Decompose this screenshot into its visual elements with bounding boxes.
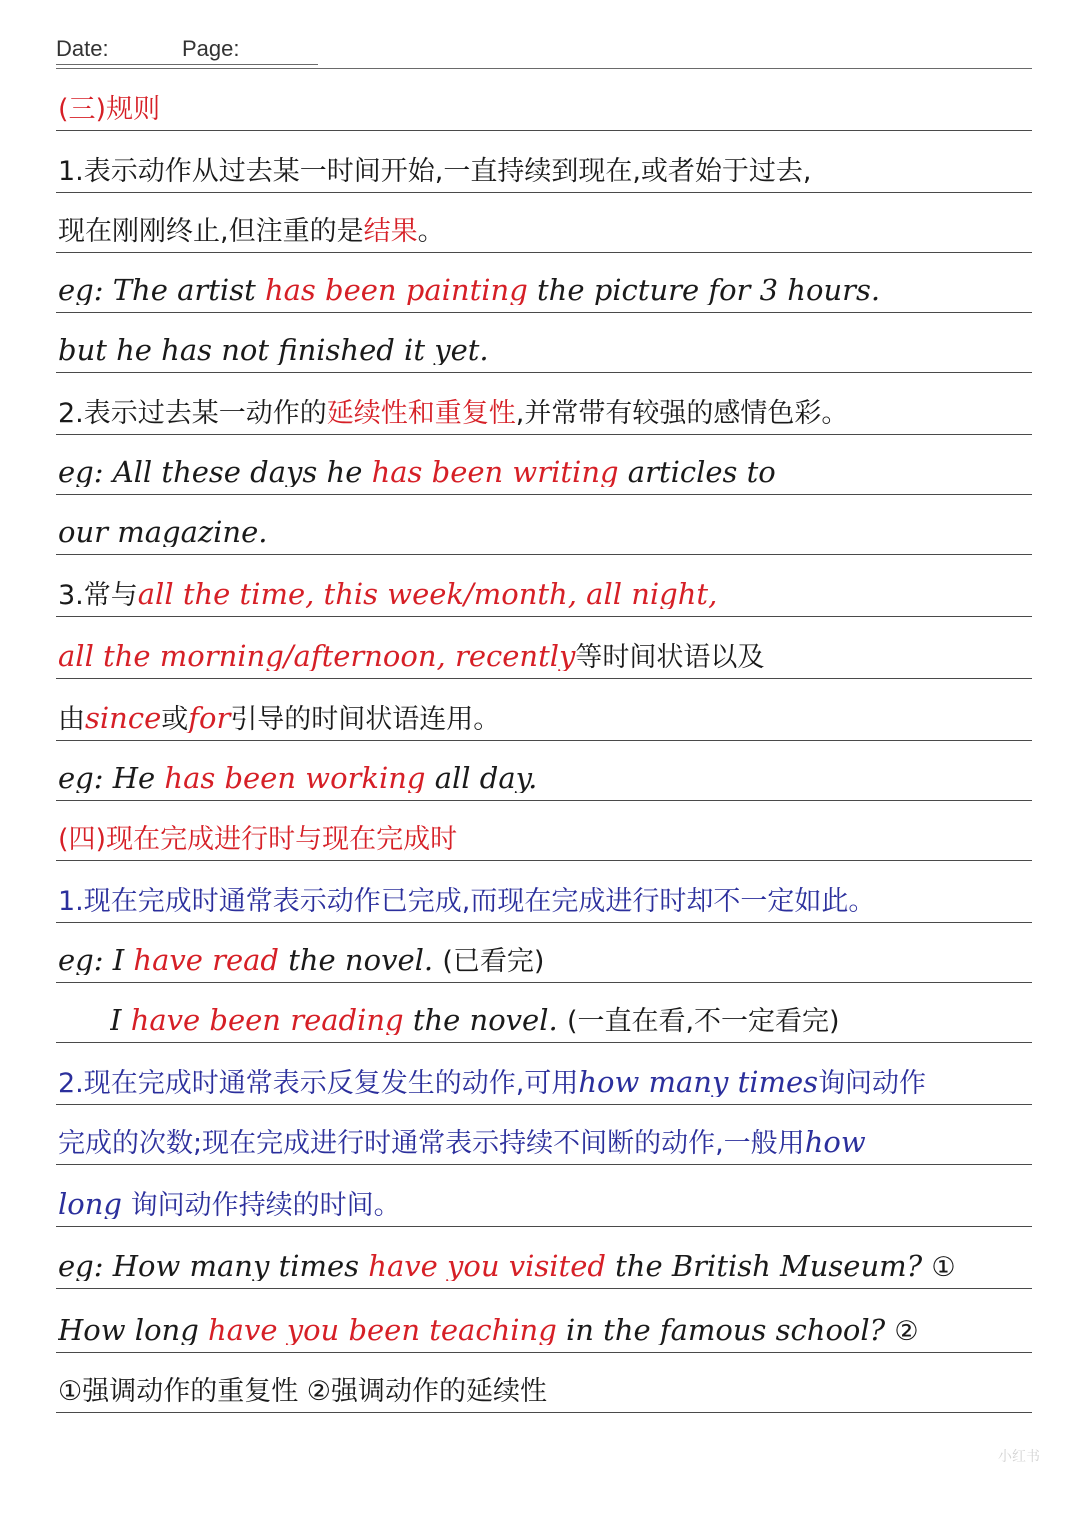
ruled-line	[56, 860, 1032, 861]
note-text: 。	[417, 216, 445, 245]
ruled-line	[56, 434, 1032, 435]
note-text: 引导的时间状语连用。	[230, 704, 501, 733]
blue-note-text: long	[58, 1190, 122, 1219]
note-line	[58, 642, 1034, 671]
note-line	[58, 336, 1034, 365]
note-text: eg: The artist	[58, 276, 265, 305]
ruled-line	[56, 740, 1032, 741]
highlight-text: all the morning/afternoon, recently	[58, 642, 576, 671]
note-text: all day.	[425, 764, 538, 793]
note-line	[58, 518, 1034, 547]
note-text: the picture for 3 hours.	[527, 276, 881, 305]
highlight-text: has been writing	[371, 458, 619, 487]
ruled-line	[56, 1104, 1032, 1105]
note-line	[58, 764, 1034, 793]
note-text: 3.常与	[58, 580, 138, 609]
note-text: 等时间状语以及	[575, 642, 765, 671]
note-text: ②	[894, 1316, 919, 1345]
note-text: articles to	[618, 458, 776, 487]
header-rule	[56, 68, 1032, 69]
highlight-text: (四)现在完成进行时与现在完成时	[58, 824, 458, 853]
note-text: in the famous school?	[556, 1316, 895, 1345]
note-text: 1.表示动作从过去某一时间开始,一直持续到现在,或者始于过去,	[58, 156, 812, 185]
highlight-text: 结果	[363, 216, 418, 245]
ruled-line	[56, 252, 1032, 253]
note-line	[58, 94, 1034, 123]
highlight-text: 延续性和重复性	[326, 398, 516, 427]
blue-note-text: 完成的次数;现在完成进行时通常表示持续不间断的动作,一般用	[58, 1128, 805, 1157]
highlight-text: (三)规则	[58, 94, 161, 123]
highlight-text: have been reading	[130, 1006, 404, 1035]
note-line	[110, 1006, 1034, 1035]
note-text: 现在刚刚终止,但注重的是	[58, 216, 364, 245]
note-line	[58, 580, 1034, 609]
ruled-line	[56, 1042, 1032, 1043]
note-text: the novel.	[403, 1006, 567, 1035]
note-text: 2.表示过去某一动作的	[58, 398, 327, 427]
watermark: 小红书	[998, 1449, 1040, 1465]
note-text: the novel.	[279, 946, 443, 975]
blue-note-text: how	[804, 1128, 866, 1157]
ruled-line	[56, 1164, 1032, 1165]
blue-note-text: 2.现在完成时通常表示反复发生的动作,可用	[58, 1068, 579, 1097]
note-line	[58, 1252, 1034, 1281]
note-text: (一直在看,不一定看完)	[566, 1006, 840, 1035]
note-text: ①强调动作的重复性 ②强调动作的延续性	[58, 1376, 547, 1405]
note-line	[58, 1190, 1034, 1219]
highlight-text: have read	[133, 946, 279, 975]
blue-note-text: 询问动作持续的时间。	[121, 1190, 401, 1219]
blue-note-text: how many times	[578, 1068, 819, 1097]
note-line	[58, 824, 1034, 853]
note-line	[58, 156, 1034, 185]
note-line	[58, 458, 1034, 487]
note-text: the British Museum?	[605, 1252, 932, 1281]
note-text: our magazine.	[58, 518, 268, 547]
note-text: How long	[58, 1316, 208, 1345]
note-text: eg: He	[58, 764, 165, 793]
ruled-line	[56, 922, 1032, 923]
ruled-line	[56, 800, 1032, 801]
ruled-line	[56, 1412, 1032, 1413]
highlight-text: for	[188, 704, 231, 733]
note-text: but he has not finished it yet.	[58, 336, 489, 365]
note-line	[58, 276, 1034, 305]
note-text: eg: I	[58, 946, 134, 975]
note-line	[58, 886, 1034, 915]
ruled-line	[56, 494, 1032, 495]
highlight-text: have you been teaching	[207, 1316, 557, 1345]
header-underline	[56, 64, 318, 65]
ruled-line	[56, 616, 1032, 617]
highlight-text: has been painting	[264, 276, 528, 305]
page-label: Page:	[182, 36, 240, 61]
note-text: ①	[931, 1252, 956, 1281]
highlight-text: all the time, this week/month, all night,	[137, 580, 718, 609]
note-text: I	[110, 1006, 131, 1035]
note-text: (已看完)	[442, 946, 545, 975]
highlight-text: since	[85, 704, 162, 733]
ruled-line	[56, 312, 1032, 313]
note-text: ,并常带有较强的感情色彩。	[515, 398, 849, 427]
note-line	[58, 398, 1034, 427]
ruled-line	[56, 678, 1032, 679]
ruled-line	[56, 1352, 1032, 1353]
ruled-line	[56, 192, 1032, 193]
ruled-line	[56, 372, 1032, 373]
date-label: Date:	[56, 36, 109, 61]
ruled-line	[56, 554, 1032, 555]
ruled-line	[56, 130, 1032, 131]
blue-note-text: 询问动作	[818, 1068, 927, 1097]
note-line	[58, 704, 1034, 733]
ruled-line	[56, 1288, 1032, 1289]
note-line	[58, 216, 1034, 245]
highlight-text: has been working	[164, 764, 426, 793]
blue-note-text: 1.现在完成时通常表示动作已完成,而现在完成进行时却不一定如此。	[58, 886, 876, 915]
note-text: eg: How many times	[58, 1252, 369, 1281]
note-text: 或	[161, 704, 189, 733]
note-line	[58, 1376, 1034, 1405]
highlight-text: have you visited	[368, 1252, 606, 1281]
note-line	[58, 1316, 1034, 1345]
note-line	[58, 946, 1034, 975]
note-line	[58, 1128, 1034, 1157]
ruled-line	[56, 1226, 1032, 1227]
ruled-line	[56, 982, 1032, 983]
note-line	[58, 1068, 1034, 1097]
note-text: 由	[58, 704, 85, 733]
note-text: eg: All these days he	[58, 458, 372, 487]
